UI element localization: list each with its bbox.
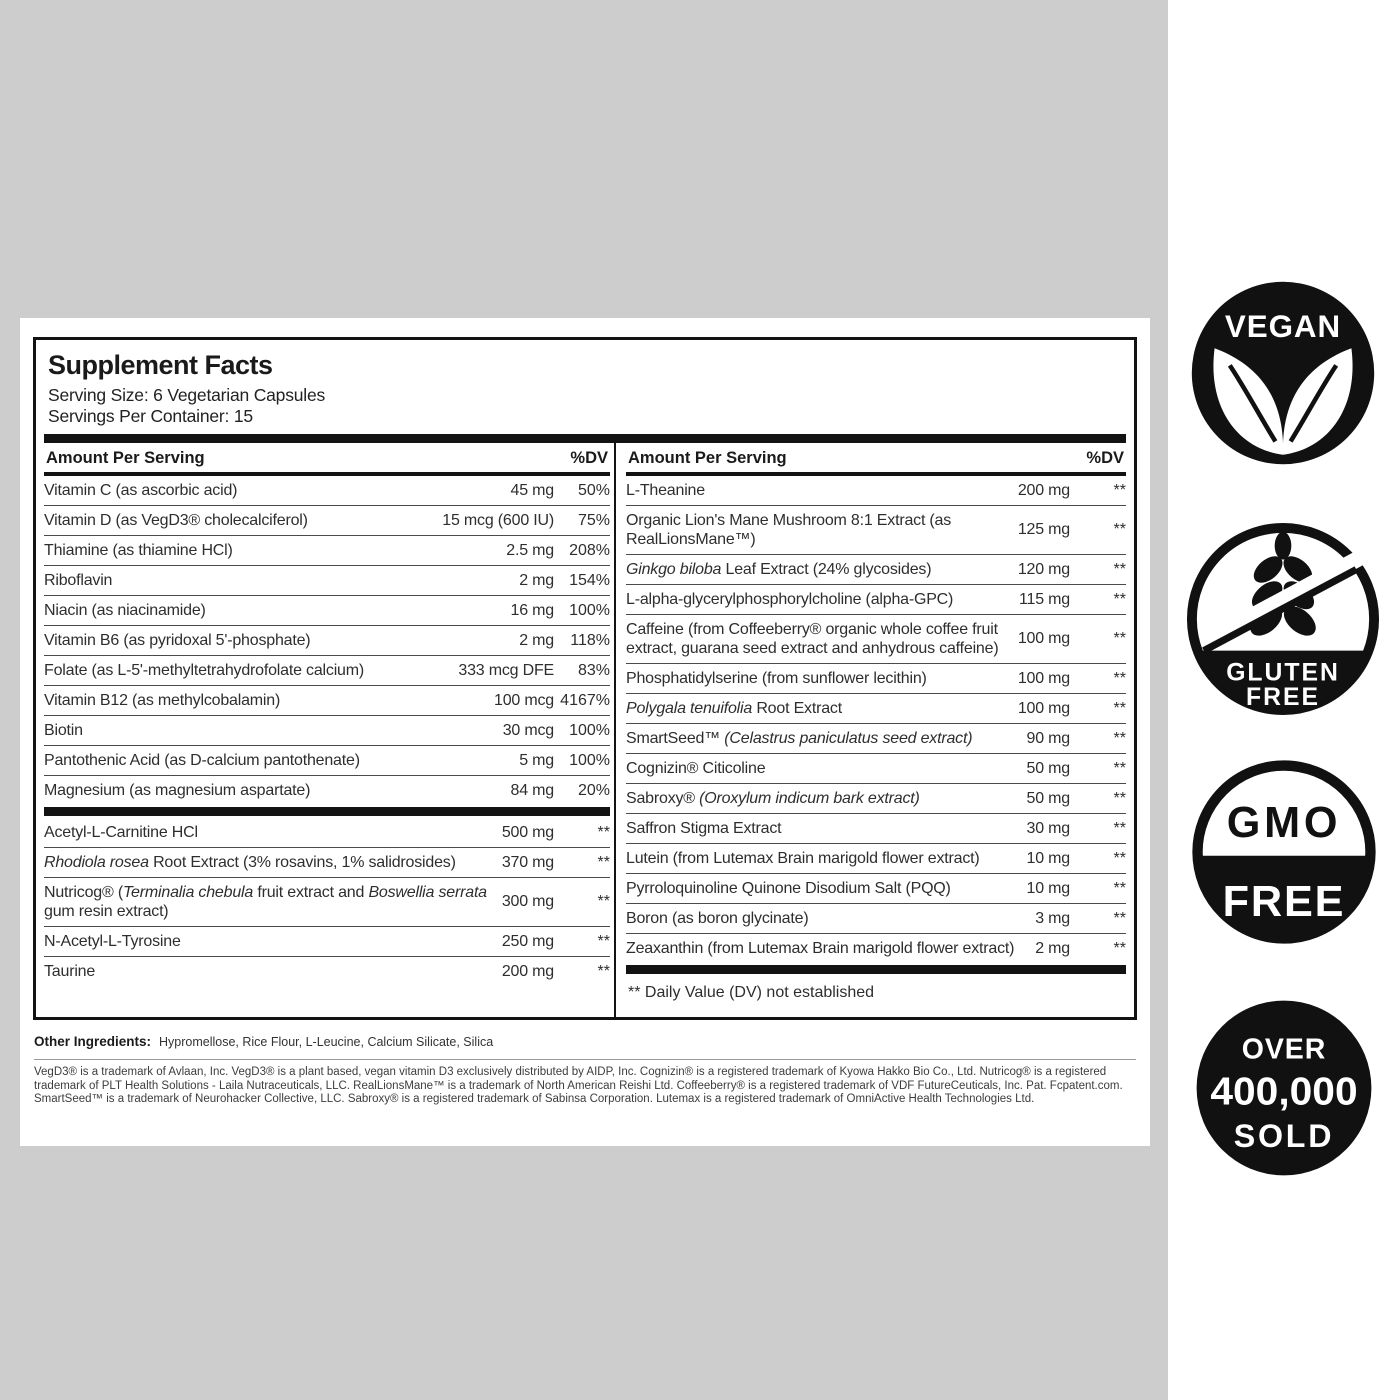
table-row bbox=[626, 933, 1126, 963]
ingredient-amount: 115 mg bbox=[1019, 590, 1070, 608]
vegan-leaves-icon bbox=[1188, 278, 1378, 468]
column-header-right bbox=[626, 443, 1126, 472]
serving-size: Serving Size: 6 Vegetarian Capsules bbox=[48, 385, 326, 405]
supplement-facts-box bbox=[33, 337, 1137, 1020]
footnote-divider-bar bbox=[626, 965, 1126, 974]
table-row bbox=[44, 877, 610, 926]
ingredient-dv: 208% bbox=[569, 541, 610, 559]
ingredient-amount: 16 mg bbox=[510, 601, 554, 619]
ingredient-amount: 2.5 mg bbox=[506, 541, 554, 559]
ingredient-amount: 100 mcg bbox=[494, 691, 554, 709]
ingredient-name: Riboflavin bbox=[44, 572, 113, 589]
ingredient-name: Organic Lion's Mane Mushroom 8:1 Extract (as RealLionsMane™) bbox=[626, 512, 952, 548]
ingredient-amount: 500 mg bbox=[501, 823, 554, 841]
table-row bbox=[626, 554, 1126, 584]
ingredient-name: Boron (as boron glycinate) bbox=[626, 910, 809, 927]
dv-header: %DV bbox=[1086, 449, 1124, 467]
table-row bbox=[44, 775, 610, 805]
ingredient-dv: ** bbox=[1113, 521, 1126, 538]
gluten-free-line2: FREE bbox=[1246, 684, 1320, 712]
ingredient-dv: ** bbox=[1113, 699, 1126, 717]
ingredient-name: Niacin (as niacinamide) bbox=[44, 602, 206, 619]
ingredient-name: L-alpha-glycerylphosphorylcholine (alpha-GPC) bbox=[626, 591, 954, 608]
ingredient-name: Zeaxanthin (from Lutemax Brain marigold flower extract) bbox=[626, 940, 1015, 957]
ingredient-name: Polygala tenuifolia Root Extract bbox=[626, 700, 842, 717]
ingredient-dv: ** bbox=[1113, 939, 1126, 957]
ingredient-amount: 100 mg bbox=[1017, 699, 1070, 717]
ingredient-name: Taurine bbox=[44, 963, 96, 980]
facts-column-right bbox=[614, 443, 1126, 1017]
ingredient-dv: 20% bbox=[577, 781, 610, 799]
ingredient-dv: ** bbox=[1113, 819, 1126, 837]
table-row bbox=[44, 565, 610, 595]
table-row bbox=[626, 783, 1126, 813]
ingredient-amount: 250 mg bbox=[501, 932, 554, 950]
amount-per-serving-header: Amount Per Serving bbox=[46, 449, 205, 467]
ingredient-amount: 120 mg bbox=[1017, 560, 1070, 578]
ingredient-name: Pyrroloquinoline Quinone Disodium Salt (PQQ) bbox=[626, 880, 951, 897]
ingredient-dv: ** bbox=[597, 823, 610, 841]
ingredient-dv: 4167% bbox=[560, 691, 610, 709]
ingredient-amount: 15 mcg (600 IU) bbox=[442, 511, 554, 529]
ingredient-amount: 10 mg bbox=[1026, 879, 1070, 897]
ingredient-name: Saffron Stigma Extract bbox=[626, 820, 782, 837]
table-row bbox=[626, 813, 1126, 843]
ingredient-name: SmartSeed™ (Celastrus paniculatus seed extract) bbox=[626, 730, 973, 747]
ingredient-name: Caffeine (from Coffeeberry® organic whole coffee fruit extract, guarana seed extract and anhydrous caffeine) bbox=[626, 621, 999, 657]
ingredient-amount: 30 mcg bbox=[502, 721, 554, 739]
column-header-left bbox=[44, 443, 610, 472]
ingredient-amount: 45 mg bbox=[510, 481, 554, 499]
gmo-free-icon bbox=[1190, 758, 1378, 946]
other-ingredients-value: Hypromellose, Rice Flour, L-Leucine, Calcium Silicate, Silica bbox=[159, 1035, 494, 1049]
other-ingredients-label: Other Ingredients: bbox=[34, 1034, 152, 1049]
table-row bbox=[626, 843, 1126, 873]
table-row bbox=[44, 505, 610, 535]
ingredient-dv: ** bbox=[597, 893, 610, 910]
table-row bbox=[44, 535, 610, 565]
ingredient-amount: 50 mg bbox=[1026, 759, 1070, 777]
table-row bbox=[44, 926, 610, 956]
ingredient-name: Vitamin B12 (as methylcobalamin) bbox=[44, 692, 281, 709]
ingredient-rows-right bbox=[626, 476, 1126, 963]
table-row bbox=[626, 663, 1126, 693]
vegan-badge bbox=[1188, 278, 1378, 468]
ingredient-dv: ** bbox=[1113, 729, 1126, 747]
ingredient-dv: ** bbox=[597, 962, 610, 980]
table-row bbox=[44, 476, 610, 505]
ingredient-name: Pantothenic Acid (as D-calcium pantothenate) bbox=[44, 752, 360, 769]
header-divider-bar bbox=[44, 434, 1126, 443]
ingredient-amount: 100 mg bbox=[1017, 630, 1070, 647]
sold-line2: 400,000 bbox=[1210, 1070, 1358, 1114]
ingredient-name: Sabroxy® (Oroxylum indicum bark extract) bbox=[626, 790, 920, 807]
facts-column-left bbox=[44, 443, 614, 1017]
table-row bbox=[44, 847, 610, 877]
ingredient-name: Thiamine (as thiamine HCl) bbox=[44, 542, 233, 559]
ingredient-name: Vitamin D (as VegD3® cholecalciferol) bbox=[44, 512, 308, 529]
ingredient-name: Folate (as L-5'-methyltetrahydrofolate calcium) bbox=[44, 662, 365, 679]
ingredient-amount: 370 mg bbox=[501, 853, 554, 871]
trademark-fine-print: VegD3® is a trademark of Avlaan, Inc. VegD3® is a plant based, vegan vitamin D3 exclusively distributed by AIDP, Inc. Cognizin® is a registered trademark of Kyowa Hakko Bio Co., Ltd. Nutricog® is a registered trademark of PLT Health Solutions - Laila Nutraceuticals, LLC. RealLionsMane™ is a trademark of North American Reishi Ltd. Coffeeberry® is a registered trademark of VDF FutureCeuticals, Inc. Pat. Fcpatent.com. SmartSeed™ is a trademark of Neurohacker Collective, LLC. Sabroxy® is a registered trademark of Sabinsa Corporation. Lutemax is a registered trademark of OmniActive Health Technologies Ltd. bbox=[34, 1066, 1123, 1105]
ingredient-dv: ** bbox=[1113, 481, 1126, 499]
ingredient-amount: 125 mg bbox=[1017, 521, 1070, 538]
ingredient-amount: 200 mg bbox=[1017, 481, 1070, 499]
ingredient-dv: ** bbox=[1113, 590, 1126, 608]
ingredient-amount: 100 mg bbox=[1017, 669, 1070, 687]
ingredient-dv: ** bbox=[1113, 560, 1126, 578]
table-row bbox=[626, 614, 1126, 663]
table-row bbox=[44, 715, 610, 745]
ingredient-amount: 50 mg bbox=[1026, 789, 1070, 807]
ingredient-name: Vitamin B6 (as pyridoxal 5'-phosphate) bbox=[44, 632, 311, 649]
table-row bbox=[626, 505, 1126, 554]
facts-columns bbox=[44, 443, 1126, 1017]
ingredient-name: L-Theanine bbox=[626, 482, 705, 499]
ingredient-name: Rhodiola rosea Root Extract (3% rosavins, 1% salidrosides) bbox=[44, 854, 456, 871]
ingredient-name: N-Acetyl-L-Tyrosine bbox=[44, 933, 181, 950]
ingredient-dv: 50% bbox=[577, 481, 610, 499]
supplement-facts-title: Supplement Facts bbox=[48, 350, 273, 380]
sold-line3: SOLD bbox=[1233, 1117, 1335, 1154]
table-row bbox=[626, 723, 1126, 753]
ingredient-dv: ** bbox=[1113, 909, 1126, 927]
ingredient-amount: 84 mg bbox=[510, 781, 554, 799]
amount-per-serving-header: Amount Per Serving bbox=[628, 449, 787, 467]
ingredient-dv: 100% bbox=[569, 601, 610, 619]
wheat-icon bbox=[1184, 520, 1382, 718]
table-row bbox=[626, 753, 1126, 783]
table-row bbox=[44, 655, 610, 685]
ingredient-dv: ** bbox=[1113, 630, 1126, 647]
ingredient-dv: ** bbox=[597, 853, 610, 871]
other-ingredients-line bbox=[34, 1034, 1136, 1049]
ingredient-dv: 75% bbox=[577, 511, 610, 529]
sold-line1: OVER bbox=[1241, 1033, 1327, 1066]
ingredient-amount: 2 mg bbox=[519, 571, 554, 589]
table-row bbox=[626, 693, 1126, 723]
ingredient-name: Magnesium (as magnesium aspartate) bbox=[44, 782, 311, 799]
sold-count-icon bbox=[1192, 996, 1376, 1180]
fine-print-divider bbox=[34, 1059, 1136, 1060]
ingredient-amount: 90 mg bbox=[1026, 729, 1070, 747]
ingredient-dv: 118% bbox=[570, 631, 610, 649]
ingredient-name: Phosphatidylserine (from sunflower lecithin) bbox=[626, 670, 927, 687]
table-row bbox=[44, 625, 610, 655]
dv-footnote: ** Daily Value (DV) not established bbox=[628, 984, 875, 1001]
ingredient-name: Vitamin C (as ascorbic acid) bbox=[44, 482, 238, 499]
ingredient-dv: ** bbox=[1113, 849, 1126, 867]
supplement-facts-panel bbox=[20, 318, 1150, 1146]
table-row bbox=[626, 476, 1126, 505]
ingredient-name: Lutein (from Lutemax Brain marigold flower extract) bbox=[626, 850, 980, 867]
table-row bbox=[44, 956, 610, 986]
table-row bbox=[44, 818, 610, 847]
ingredient-dv: ** bbox=[1113, 759, 1126, 777]
gmo-free-line2: FREE bbox=[1222, 877, 1346, 926]
gluten-free-line1: GLUTEN bbox=[1226, 659, 1340, 687]
section-divider-bar bbox=[44, 807, 610, 816]
ingredient-name: Nutricog® (Terminalia chebula fruit extract and Boswellia serrata gum resin extract) bbox=[44, 884, 487, 920]
ingredient-dv: ** bbox=[1113, 669, 1126, 687]
table-row bbox=[626, 873, 1126, 903]
ingredient-amount: 3 mg bbox=[1035, 909, 1070, 927]
facts-header bbox=[36, 340, 1134, 429]
ingredient-amount: 2 mg bbox=[1035, 939, 1070, 957]
ingredient-name: Ginkgo biloba Leaf Extract (24% glycosides) bbox=[626, 561, 932, 578]
ingredient-dv: 100% bbox=[569, 751, 610, 769]
ingredient-dv: 100% bbox=[569, 721, 610, 739]
ingredient-rows-left bbox=[44, 476, 610, 986]
table-row bbox=[44, 595, 610, 625]
ingredient-dv: ** bbox=[1113, 789, 1126, 807]
table-row bbox=[626, 584, 1126, 614]
table-row bbox=[626, 903, 1126, 933]
table-row bbox=[44, 745, 610, 775]
ingredient-amount: 30 mg bbox=[1026, 819, 1070, 837]
ingredient-amount: 10 mg bbox=[1026, 849, 1070, 867]
ingredient-name: Cognizin® Citicoline bbox=[626, 760, 766, 777]
ingredient-amount: 5 mg bbox=[519, 751, 554, 769]
servings-per-container: Servings Per Container: 15 bbox=[48, 406, 253, 426]
gmo-free-line1: GMO bbox=[1226, 798, 1342, 847]
ingredient-amount: 2 mg bbox=[519, 631, 554, 649]
ingredient-amount: 300 mg bbox=[501, 893, 554, 910]
ingredient-name: Acetyl-L-Carnitine HCl bbox=[44, 824, 198, 841]
dv-header: %DV bbox=[570, 449, 608, 467]
ingredient-amount: 333 mcg DFE bbox=[458, 661, 554, 679]
ingredient-amount: 200 mg bbox=[501, 962, 554, 980]
gmo-free-badge bbox=[1190, 758, 1378, 946]
ingredient-dv: 154% bbox=[569, 571, 610, 589]
ingredient-dv: ** bbox=[597, 932, 610, 950]
vegan-label: VEGAN bbox=[1224, 308, 1342, 344]
ingredient-dv: ** bbox=[1113, 879, 1126, 897]
table-row bbox=[44, 685, 610, 715]
sold-count-badge bbox=[1192, 996, 1376, 1180]
ingredient-dv: 83% bbox=[577, 661, 610, 679]
gluten-free-badge bbox=[1184, 520, 1382, 718]
ingredient-name: Biotin bbox=[44, 722, 83, 739]
